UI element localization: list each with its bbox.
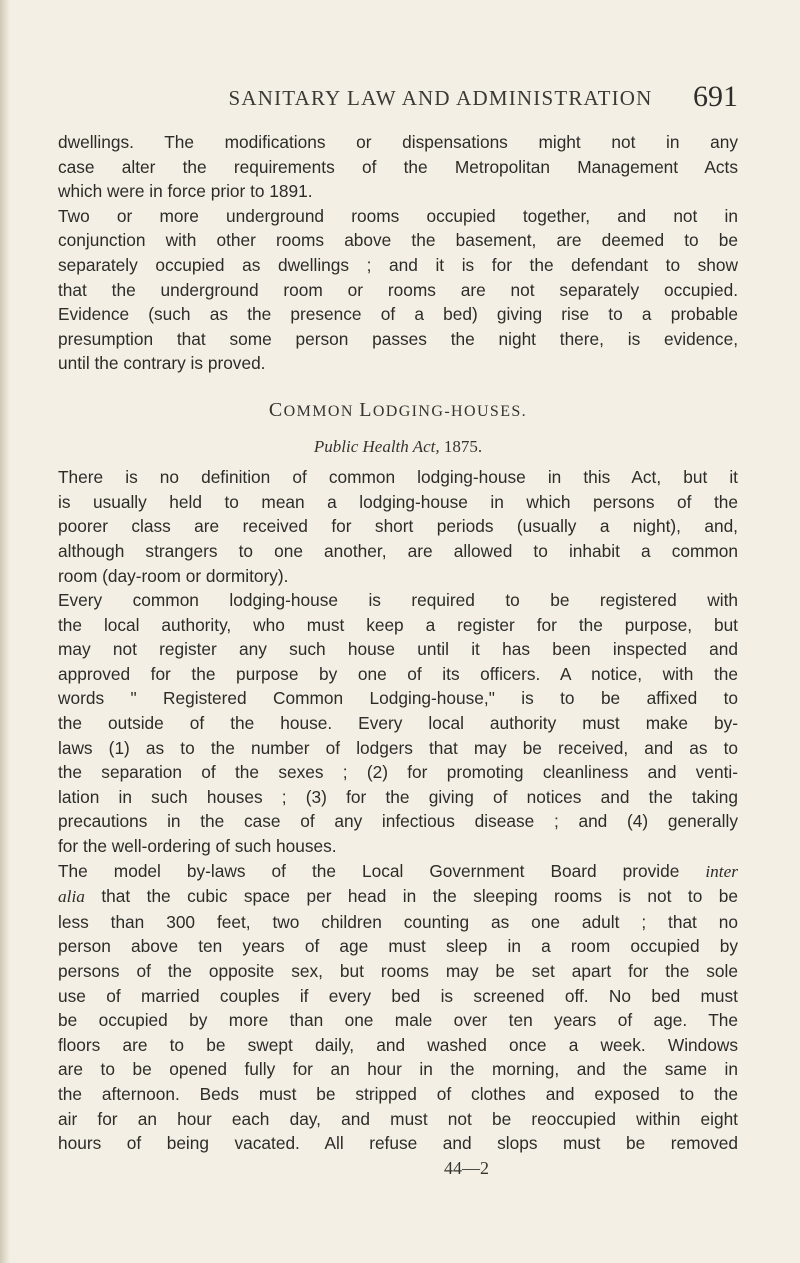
text-line: person above ten years of age must sleep in a room occupied by bbox=[58, 936, 738, 957]
text-line: hours of being vacated. All refuse and slops must be removed bbox=[58, 1133, 738, 1154]
text-line: be occupied by more than one male over ten years of age. The bbox=[58, 1010, 738, 1031]
paragraph-3 bbox=[58, 465, 738, 588]
signature-mark: 44—2 bbox=[444, 1157, 489, 1178]
text-line: persons of the opposite sex, but rooms may be set apart for the sole bbox=[58, 961, 738, 981]
text-line: less than 300 feet, two children counting as one adult ; that no bbox=[58, 911, 738, 932]
italic-inter: inter bbox=[705, 861, 738, 881]
text-line: There is no definition of common lodging-house in this Act, but it bbox=[58, 467, 738, 488]
text-line: for the well-ordering of such houses. bbox=[58, 836, 337, 857]
italic-alia: alia bbox=[58, 887, 85, 907]
text-line: dwellings. The modifications or dispensations might not in any bbox=[58, 132, 738, 152]
running-title: SANITARY LAW AND ADMINISTRATION bbox=[228, 86, 653, 110]
text-line: air for an hour each day, and must not be reoccupied within eight bbox=[58, 1108, 738, 1129]
text-line: precautions in the case of any infectious disease ; and (4) generally bbox=[58, 811, 738, 832]
text-line: alia that the cubic space per head in the sleeping rooms is not to be bbox=[58, 886, 738, 907]
text-line: until the contrary is proved. bbox=[58, 353, 266, 374]
text-line: lation in such houses ; (3) for the giving of notices and the taking bbox=[58, 786, 738, 807]
text-line: presumption that some person passes the night there, is evidence, bbox=[58, 328, 738, 349]
text-line: conjunction with other rooms above the basement, are deemed to be bbox=[58, 230, 738, 251]
text-line: floors are to be swept daily, and washed once a week. Windows bbox=[58, 1034, 738, 1055]
text-line: words " Registered Common Lodging-house," is to be affixed to bbox=[58, 688, 738, 709]
text-line: are to be opened fully for an hour in the morning, and the same in bbox=[58, 1059, 738, 1080]
paragraph-2 bbox=[58, 204, 738, 376]
text-line: although strangers to one another, are allowed to inhabit a common bbox=[58, 540, 738, 561]
paragraph-4 bbox=[58, 588, 738, 859]
text-line: use of married couples if every bed is screened off. No bed must bbox=[58, 985, 738, 1006]
text-line: The model by-laws of the Local Government Board provide inter bbox=[58, 860, 738, 881]
act-name: Public Health Act, bbox=[313, 436, 440, 456]
text-line: approved for the purpose by one of its officers. A notice, with the bbox=[58, 663, 738, 684]
section-heading: COMMON LODGING-HOUSES. bbox=[268, 398, 528, 421]
text-line: Two or more underground rooms occupied together, and not in bbox=[58, 205, 738, 226]
page-number: 691 bbox=[693, 80, 738, 113]
paragraph-5 bbox=[58, 859, 738, 1156]
paragraph-1 bbox=[58, 130, 738, 204]
text-line: poorer class are received for short periods (usually a night), and, bbox=[58, 516, 738, 537]
text-line: that the underground room or rooms are not separately occupied. bbox=[58, 279, 738, 300]
text-line: is usually held to mean a lodging-house in which persons of the bbox=[58, 491, 738, 512]
text-line: which were in force prior to 1891. bbox=[58, 181, 313, 202]
page-edge-shadow bbox=[0, 0, 10, 1263]
text-line: separately occupied as dwellings ; and it is for the defendant to show bbox=[58, 254, 738, 275]
running-head bbox=[58, 80, 738, 130]
text-line: laws (1) as to the number of lodgers that may be received, and as to bbox=[58, 737, 738, 758]
section-subheading bbox=[58, 435, 738, 460]
text-line: the afternoon. Beds must be stripped of clothes and exposed to the bbox=[58, 1083, 738, 1104]
text-line: case alter the requirements of the Metropolitan Management Acts bbox=[58, 156, 738, 177]
text-line: Every common lodging-house is required to be registered with bbox=[58, 590, 738, 611]
text-line: the outside of the house. Every local authority must make by- bbox=[58, 713, 738, 734]
book-page bbox=[58, 80, 738, 1180]
text-line: room (day-room or dormitory). bbox=[58, 565, 289, 586]
text-line: the separation of the sexes ; (2) for promoting cleanliness and venti- bbox=[58, 762, 738, 783]
body-text bbox=[58, 130, 738, 1180]
act-year: 1875. bbox=[443, 436, 483, 456]
text-line: the local authority, who must keep a register for the purpose, but bbox=[58, 614, 738, 635]
text-line: Evidence (such as the presence of a bed) giving rise to a probable bbox=[58, 304, 738, 325]
text-line: may not register any such house until it has been inspected and bbox=[58, 639, 738, 660]
